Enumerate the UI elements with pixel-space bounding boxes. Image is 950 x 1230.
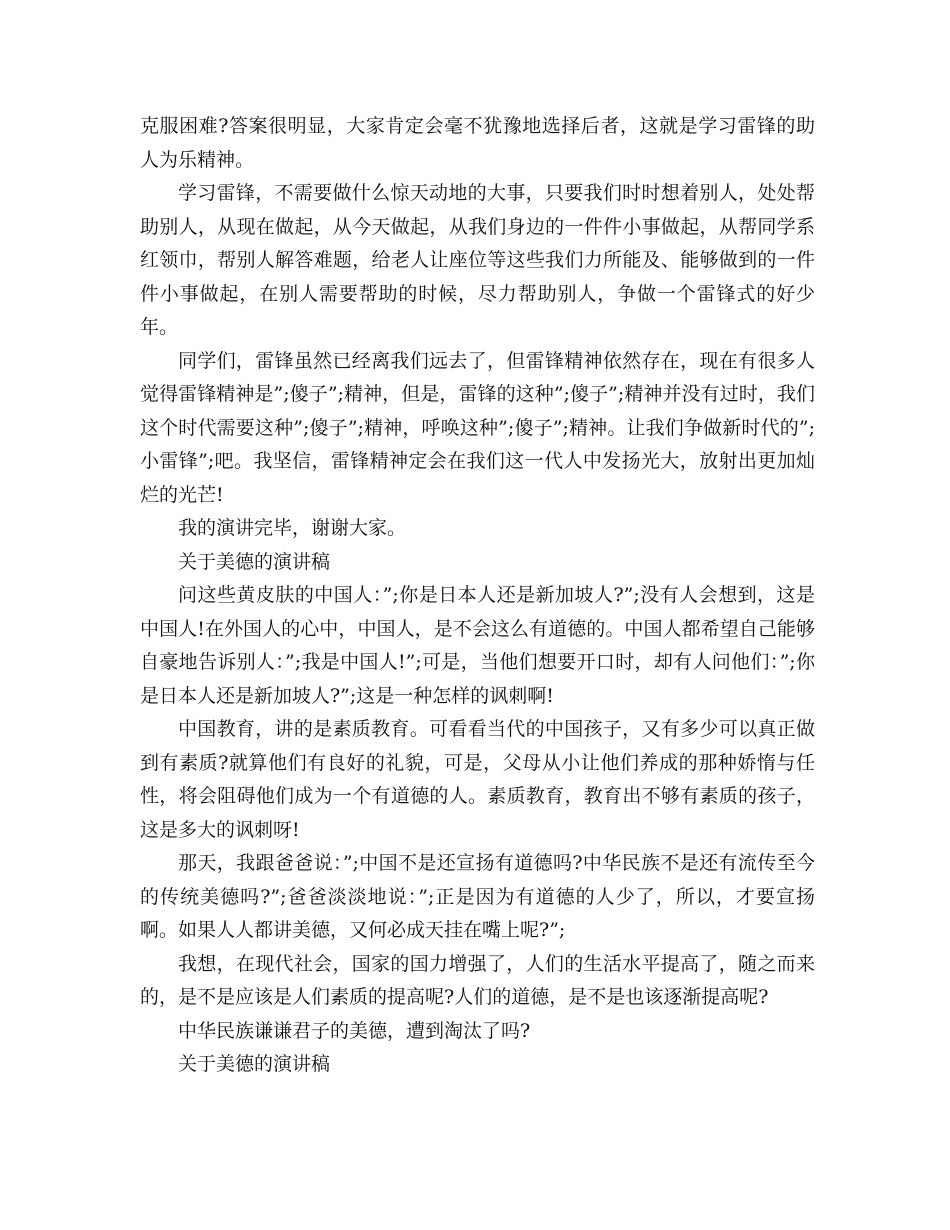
- paragraph-education: 中国教育，讲的是素质教育。可看看当代的中国孩子，又有多少可以真正做到有素质?就算他们有良好的礼貌，可是，父母从小让他们养成的那种娇惰与任性，将会阻碍他们成为一个有道德的人。素质教育，教育出不够有素质的孩子，这是多大的讽刺呀!: [140, 718, 815, 841]
- paragraph-continuation: 克服困难?答案很明显，大家肯定会毫不犹豫地选择后者，这就是学习雷锋的助人为乐精神。: [140, 115, 815, 171]
- paragraph-leifeng-spirit: 同学们，雷锋虽然已经离我们远去了，但雷锋精神依然存在，现在有很多人觉得雷锋精神是”;傻子”;精神，但是，雷锋的这种”;傻子”;精神并没有过时，我们这个时代需要这种”;傻子”;精神，呼唤这种”;傻子”;精神。让我们争做新时代的”;小雷锋”;吧。我坚信，雷锋精神定会在我们这一代人中发扬光大，放射出更加灿烂的光芒!: [140, 349, 815, 506]
- section-heading: 关于美德的演讲稿: [178, 550, 331, 573]
- paragraph-modern-society: 我想，在现代社会，国家的国力增强了，人们的生活水平提高了，随之而来的，是不是应该是人们素质的提高呢?人们的道德，是不是也该逐渐提高呢?: [140, 952, 815, 1008]
- paragraph-virtue-question: 中华民族谦谦君子的美德，遭到淘汰了吗?: [178, 1019, 531, 1042]
- paragraph-learn-leifeng: 学习雷锋，不需要做什么惊天动地的大事，只要我们时时想着别人，处处帮助别人，从现在做起，从今天做起，从我们身边的一件件小事做起，从帮同学系红领巾，帮别人解答难题，给老人让座位等这些我们力所能及、能够做到的一件件小事做起，在别人需要帮助的时候，尽力帮助别人，争做一个雷锋式的好少年。: [140, 182, 815, 338]
- paragraph-foreigners-question: 问这些黄皮肤的中国人：”;你是日本人还是新加坡人?”;没有人会想到，这是中国人!在外国人的心中，中国人，是不会这么有道德的。中国人都希望自己能够自豪地告诉别人：”;我是中国人!”;可是，当他们想要开口时，却有人问他们：”;你是日本人还是新加坡人?”;这是一种怎样的讽刺啊!: [140, 584, 815, 707]
- paragraph-father-talk: 那天，我跟爸爸说：”;中国不是还宣扬有道德吗?中华民族不是还有流传至今的传统美德吗?”;爸爸淡淡地说：”;正是因为有道德的人少了，所以，才要宣扬啊。如果人人都讲美德，又何必成天挂在嘴上呢?”;: [140, 852, 815, 941]
- paragraph-closing: 我的演讲完毕，谢谢大家。: [178, 517, 407, 539]
- section-heading-2: 关于美德的演讲稿: [178, 1053, 331, 1075]
- document-page: [140, 110, 815, 1082]
